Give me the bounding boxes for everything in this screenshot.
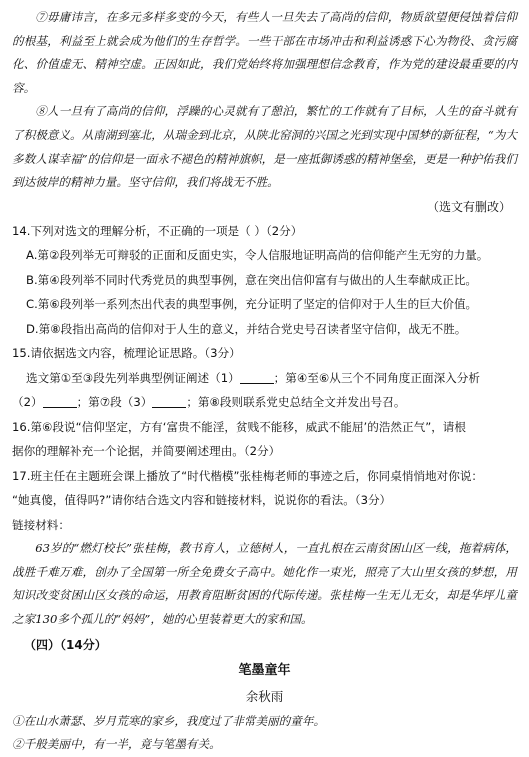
question-16-line-2: 据你的理解补充一个论据，并简要阐述理由。（2分）: [12, 444, 281, 459]
question-15-line-2: [12, 390, 517, 415]
question-16-line-1: 16.第⑥段说“信仰坚定，方有‘富贵不能淫，贫贱不能移，威武不能屈’的浩然正气”，请根: [12, 419, 466, 434]
q15-line1-text-b: ；第④至⑥从三个不同角度正面深入分析: [273, 370, 480, 385]
q15-line2-text-b: ；第⑦段（3）: [76, 395, 153, 410]
answer-blank-2[interactable]: [43, 393, 77, 408]
passage-paragraph-8: ⑧人一旦有了高尚的信仰，浮躁的心灵就有了憩泊，繁忙的工作就有了目标，人生的奋斗就有了积极意义。从南湖到塞北，从瑞金到北京，从陕北窑洞的兴国之光到实现中国梦的新征程，“为大多数人谋幸福”的信仰是一面永不褪色的精神旗帜，是一座抵御诱惑的精神堡垒，更是一种护佑我们到达彼岸的精神力量。坚守信仰，我们将战无不胜。: [12, 104, 517, 190]
answer-blank-3[interactable]: [152, 393, 186, 408]
question-17-line-2: “她真傻，值得吗?”请你结合选文内容和链接材料，说说你的看法。（3分）: [12, 493, 392, 508]
question-14-option-a: A.第②段列举无可辩驳的正面和反面史实，令人信服地证明高尚的信仰能产生无穷的力量。: [26, 248, 489, 263]
question-15-stem: 15.请依据选文内容，梳理论证思路。（3分）: [12, 346, 241, 361]
essay-paragraph-2: ②千般美丽中，有一半，竟与笔墨有关。: [12, 737, 221, 752]
source-note: （选文有删改）: [426, 199, 511, 214]
question-17-line-1: 17.班主任在主题班会课上播放了“时代楷模”张桂梅老师的事迹之后，你同桌悄悄地对你说：: [12, 468, 484, 483]
q15-line1-text-a: 选文第①至③段先列举典型例证阐述（1）: [26, 370, 240, 385]
q15-line2-text-c: ；第⑧段则联系党史总结全文并发出号召。: [186, 395, 406, 410]
passage-paragraph-7: ⑦毋庸讳言，在多元多样多变的今天，有些人一旦失去了高尚的信仰，物质欲望便侵蚀着信仰的根基，利益至上就会成为他们的生存哲学。一些干部在市场冲击和利益诱惑下心为物役、贪污腐化、价值虚无、精神空虚。正因如此，我们党始终将加强理想信念教育，作为党的建设最重要的内容。: [12, 10, 517, 95]
question-14-stem: 14.下列对选文的理解分析，不正确的一项是（ ）（2分）: [12, 223, 303, 238]
q15-line2-text-a: （2）: [12, 395, 43, 410]
question-14-option-c: C.第⑥段列举一系列杰出代表的典型事例，充分证明了坚定的信仰对于人生的巨大价值。: [26, 297, 478, 312]
essay-author: 余秋雨: [245, 688, 284, 704]
section-4-heading: （四）（14分）: [24, 637, 107, 652]
link-material-text: 63岁的“燃灯校长”张桂梅，教书育人，立德树人，一直扎根在云南贫困山区一线，拖着病体，战胜千难万难，创办了全国第一所全免费女子高中。她化作一束光，照亮了大山里女孩的梦想，用知识改变贫困山区女孩的命运，用教育阻断贫困的代际传递。张桂梅一生无儿无女，却是华坪儿童之家130多个孤儿的“妈妈”，她的心里装着更大的家和国。: [12, 541, 517, 627]
essay-title: 笔墨童年: [238, 662, 291, 678]
question-14-option-d: D.第⑧段指出高尚的信仰对于人生的意义，并结合党史号召读者坚守信仰，战无不胜。: [26, 321, 467, 336]
essay-paragraph-1: ①在山水萧瑟、岁月荒寒的家乡，我度过了非常美丽的童年。: [12, 713, 326, 728]
link-material-label: 链接材料：: [12, 517, 70, 532]
answer-blank-1[interactable]: [240, 369, 274, 384]
question-14-option-b: B.第④段列举不同时代秀党员的典型事例，意在突出信仰富有与做出的人生奉献成正比。: [26, 272, 478, 287]
question-15-line-1: [12, 366, 517, 391]
